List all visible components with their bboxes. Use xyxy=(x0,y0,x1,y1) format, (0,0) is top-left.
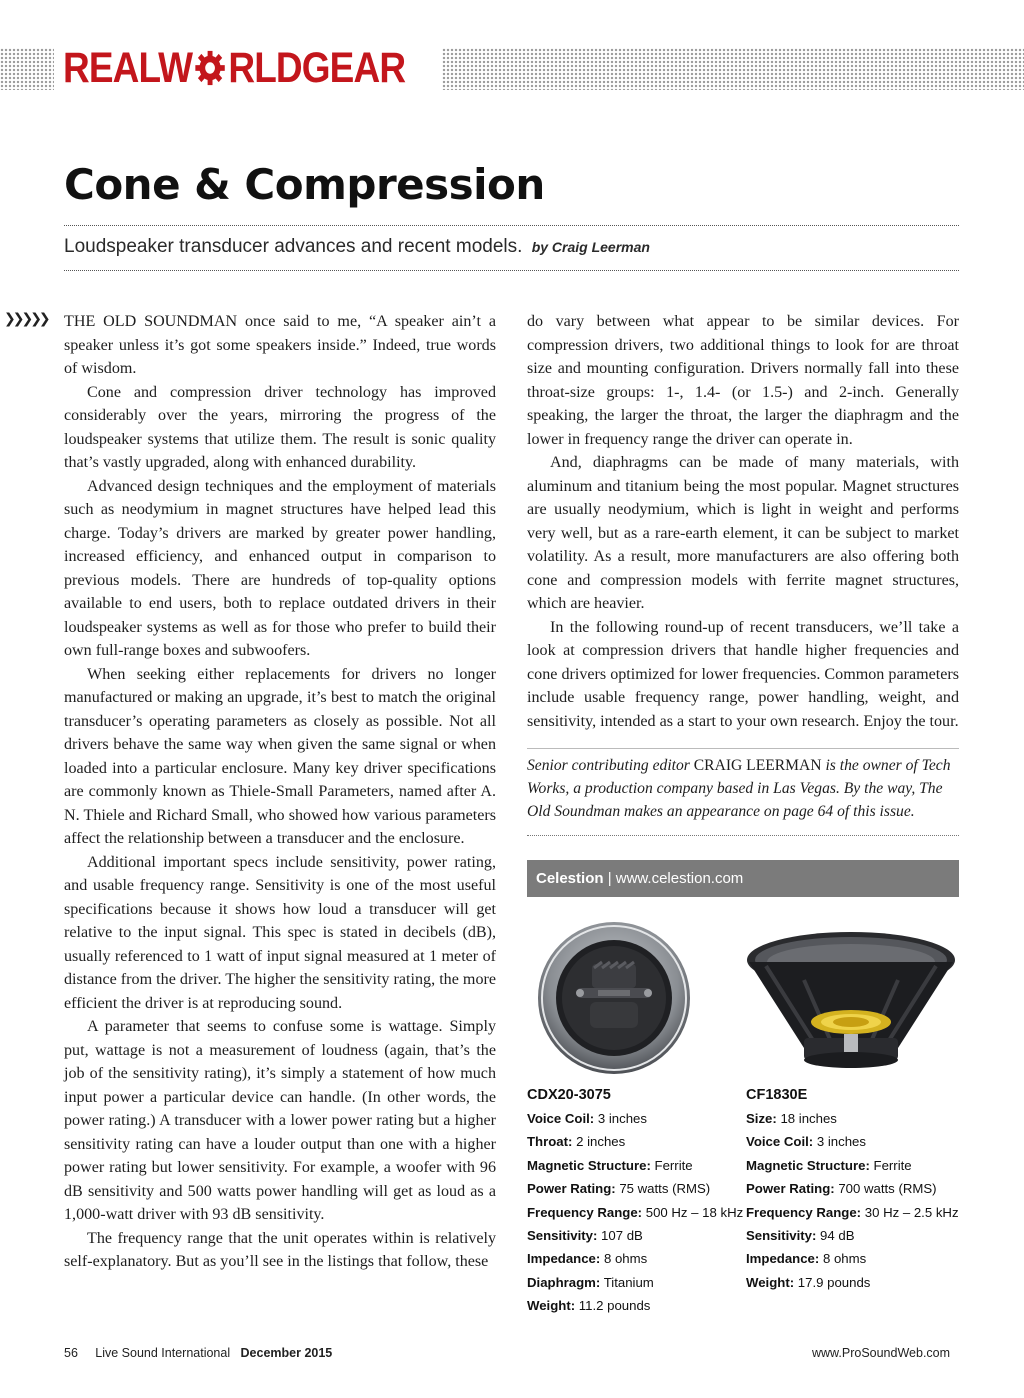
gear-icon xyxy=(194,49,227,87)
issue-date: December 2015 xyxy=(240,1346,333,1360)
spec-label: Frequency Range: xyxy=(527,1204,643,1220)
bio-author-name: CRAIG LEERMAN xyxy=(693,757,822,774)
product-specs-cdx20-3075 xyxy=(527,1085,747,1318)
spec-label: Weight: xyxy=(527,1298,576,1314)
spec-value: 107 dB xyxy=(601,1228,643,1244)
paragraph: And, diaphragms can be made of many materials, with aluminum and titanium being the most popular. Magnet structures are usually neodymium, which is light in weight and performs very well, but as a rare-earth element, it can be subject to market volatility. As a result, more manufacturers are also offering both cone and compression models with ferrite magnet structures, which are heavier. xyxy=(527,454,959,612)
spec-value: Ferrite xyxy=(873,1157,912,1173)
spec-row xyxy=(746,1130,966,1153)
spec-row xyxy=(746,1224,966,1247)
footer-website[interactable]: www.ProSoundWeb.com xyxy=(812,1346,951,1360)
article-title: Cone & Compression xyxy=(64,160,545,209)
spec-value: 75 watts (RMS) xyxy=(619,1181,711,1197)
article-subtitle xyxy=(64,236,650,258)
manufacturer-bar xyxy=(527,860,959,897)
spec-value: 94 dB xyxy=(820,1228,855,1244)
bio-divider-top xyxy=(527,748,959,749)
spec-value: 11.2 pounds xyxy=(578,1298,651,1314)
cone-driver-image xyxy=(744,930,958,1070)
spec-value: 500 Hz – 18 kHz xyxy=(645,1204,744,1220)
spec-label: Voice Coil: xyxy=(527,1111,595,1126)
spec-value: 2 inches xyxy=(576,1134,626,1150)
body-column-right xyxy=(527,310,959,733)
spec-row xyxy=(527,1294,747,1317)
spec-row xyxy=(527,1107,747,1130)
spec-row xyxy=(746,1154,966,1177)
spec-row xyxy=(527,1201,747,1224)
paragraph: When seeking either replacements for drivers no longer manufactured or making an upgrade, it’s best to match the original transducer’s operating parameters as closely as possible. Not all drivers behave the same way when given the same signal or when loaded into a particular enclosure. Many key driver specifications are commonly known as Thiele-Small Parameters, named after A. N. Thiele and Richard Small, who showed how various parameters affect the relationship between a transducer and the enclosure. xyxy=(64,665,496,847)
spec-label: Magnetic Structure: xyxy=(746,1157,870,1173)
footer-left xyxy=(64,1346,332,1360)
spec-value: Ferrite xyxy=(654,1157,693,1173)
subtitle-divider xyxy=(64,270,959,271)
title-divider xyxy=(64,225,959,226)
page-number: 56 xyxy=(64,1346,78,1360)
masthead-text-1: REALW xyxy=(63,43,193,92)
spec-value: 3 inches xyxy=(816,1134,866,1150)
compression-driver-image xyxy=(536,920,692,1076)
spec-label: Throat: xyxy=(527,1134,573,1150)
spec-label: Diaphragm: xyxy=(527,1274,601,1290)
spec-label: Sensitivity: xyxy=(527,1228,598,1244)
bio-text: is the owner of Tech Works, a production company based in Las Vegas. By the way, The Old Soundman makes an appearance on page 64 of this issue. xyxy=(527,757,951,820)
spec-value: 8 ohms xyxy=(603,1251,648,1267)
spec-value: 700 watts (RMS) xyxy=(838,1181,937,1197)
paragraph: A parameter that seems to confuse some is wattage. Simply put, wattage is not a measurement of loudness (again, that’s the job of the sensitivity rating), it’s simply a statement of how much input power a particular device can handle. (In other words, the power rating.) A transducer with a lower power rating but a higher sensitivity rating can have a louder output than one with a higher power rating but lower sensitivity. For example, a woofer with 96 dB sensitivity and 500 watts power handling will get as loud as a 1,000-watt driver with 93 dB sensitivity. xyxy=(64,1018,496,1223)
spec-label: Voice Coil: xyxy=(746,1134,814,1150)
spec-value: 3 inches xyxy=(597,1111,647,1126)
spec-label: Impedance: xyxy=(527,1251,601,1267)
product-specs-cf1830e xyxy=(746,1085,966,1294)
spec-row xyxy=(746,1177,966,1200)
spec-label: Sensitivity: xyxy=(746,1228,817,1244)
paragraph: Advanced design techniques and the employment of materials such as neodymium in magnet structures have helped lead this charge. Today’s drivers are marked by greater power handling, increased efficiency, and enhanced output in comparison to previous models. There are hundreds of top-quality options available to end users, both to replace outdated drivers in their loudspeaker systems as well as for those who prefer to build their own full-range boxes and subwoofers. xyxy=(64,477,496,659)
chevron-right-icon: ❯❯❯❯❯ xyxy=(4,311,48,327)
paragraph: The frequency range that the unit operates within is relatively self-explanatory. But as you’ll see in the listings that follow, these xyxy=(64,1229,496,1270)
bio-lead: Senior contributing editor xyxy=(527,757,690,774)
spec-value: 18 inches xyxy=(780,1111,837,1126)
subtitle-text: Loudspeaker transducer advances and recent models. xyxy=(64,236,523,257)
spec-label: Frequency Range: xyxy=(746,1204,862,1220)
masthead-text-2: RLDGEAR xyxy=(228,43,406,92)
paragraph: THE OLD SOUNDMAN once said to me, “A speaker ain’t a speaker unless it’s got some speakers inside.” Indeed, true words of wisdom. xyxy=(64,313,496,377)
spec-row xyxy=(527,1224,747,1247)
publication-name: Live Sound International xyxy=(95,1346,231,1360)
spec-label: Size: xyxy=(746,1111,777,1126)
byline: by Craig Leerman xyxy=(531,239,650,255)
spec-row xyxy=(527,1177,747,1200)
spec-row xyxy=(746,1107,966,1130)
spec-row xyxy=(746,1247,966,1270)
product-model: CF1830E xyxy=(746,1087,808,1103)
paragraph: Additional important specs include sensitivity, power rating, and usable frequency range. Sensitivity is one of the most useful specifications because it shows how loud a transducer will get relative to the input signal. This spec is stated in decibels (dB), usually referenced to 1 watt of input signal measured at 1 meter of distance from the driver. The higher the sensitivity rating, the more efficient the driver is at reproducing sound. xyxy=(64,853,496,1012)
spec-value: 8 ohms xyxy=(822,1251,867,1267)
spec-label: Impedance: xyxy=(746,1251,820,1267)
spec-row xyxy=(746,1271,966,1294)
manufacturer-name: Celestion xyxy=(536,870,604,887)
spec-row xyxy=(527,1247,747,1270)
spec-row xyxy=(527,1154,747,1177)
paragraph: do vary between what appear to be similar devices. For compression drivers, two additional things to look for are throat size and mounting configuration. Drivers normally fall into these throat-size groups: 1-, 1.4- (or 1.5-) and 2-inch. Generally speaking, the larger the throat, the larger the diaphragm and the lower in frequency range the driver can operate in. xyxy=(527,313,959,448)
section-masthead xyxy=(63,44,405,92)
product-model: CDX20-3075 xyxy=(527,1087,611,1103)
manufacturer-url[interactable]: | www.celestion.com xyxy=(607,870,744,887)
masthead-dots-left xyxy=(0,48,54,90)
spec-row xyxy=(527,1130,747,1153)
body-column-left xyxy=(64,310,496,1274)
spec-value: 30 Hz – 2.5 kHz xyxy=(864,1204,959,1220)
masthead-dots-right xyxy=(442,48,1024,90)
spec-value: 17.9 pounds xyxy=(797,1274,871,1290)
paragraph: Cone and compression driver technology has improved considerably over the years, mirroring the progress of the loudspeaker systems that utilize them. The result is sonic quality that’s vastly upgraded, along with enhanced durability. xyxy=(64,383,496,471)
spec-label: Power Rating: xyxy=(746,1181,835,1197)
author-bio xyxy=(527,754,963,823)
spec-row xyxy=(527,1271,747,1294)
bio-divider-bottom xyxy=(527,835,959,836)
paragraph: In the following round-up of recent transducers, we’ll take a look at compression drivers that handle higher frequencies and cone drivers optimized for lower frequencies. Common parameters include usable frequency range, power handling, weight, and sensitivity, intended as a start to your own research. Enjoy the tour. xyxy=(527,618,959,730)
spec-label: Weight: xyxy=(746,1274,795,1290)
spec-label: Power Rating: xyxy=(527,1181,616,1197)
spec-row xyxy=(746,1201,966,1224)
spec-value: Titanium xyxy=(603,1274,654,1290)
spec-label: Magnetic Structure: xyxy=(527,1157,651,1173)
